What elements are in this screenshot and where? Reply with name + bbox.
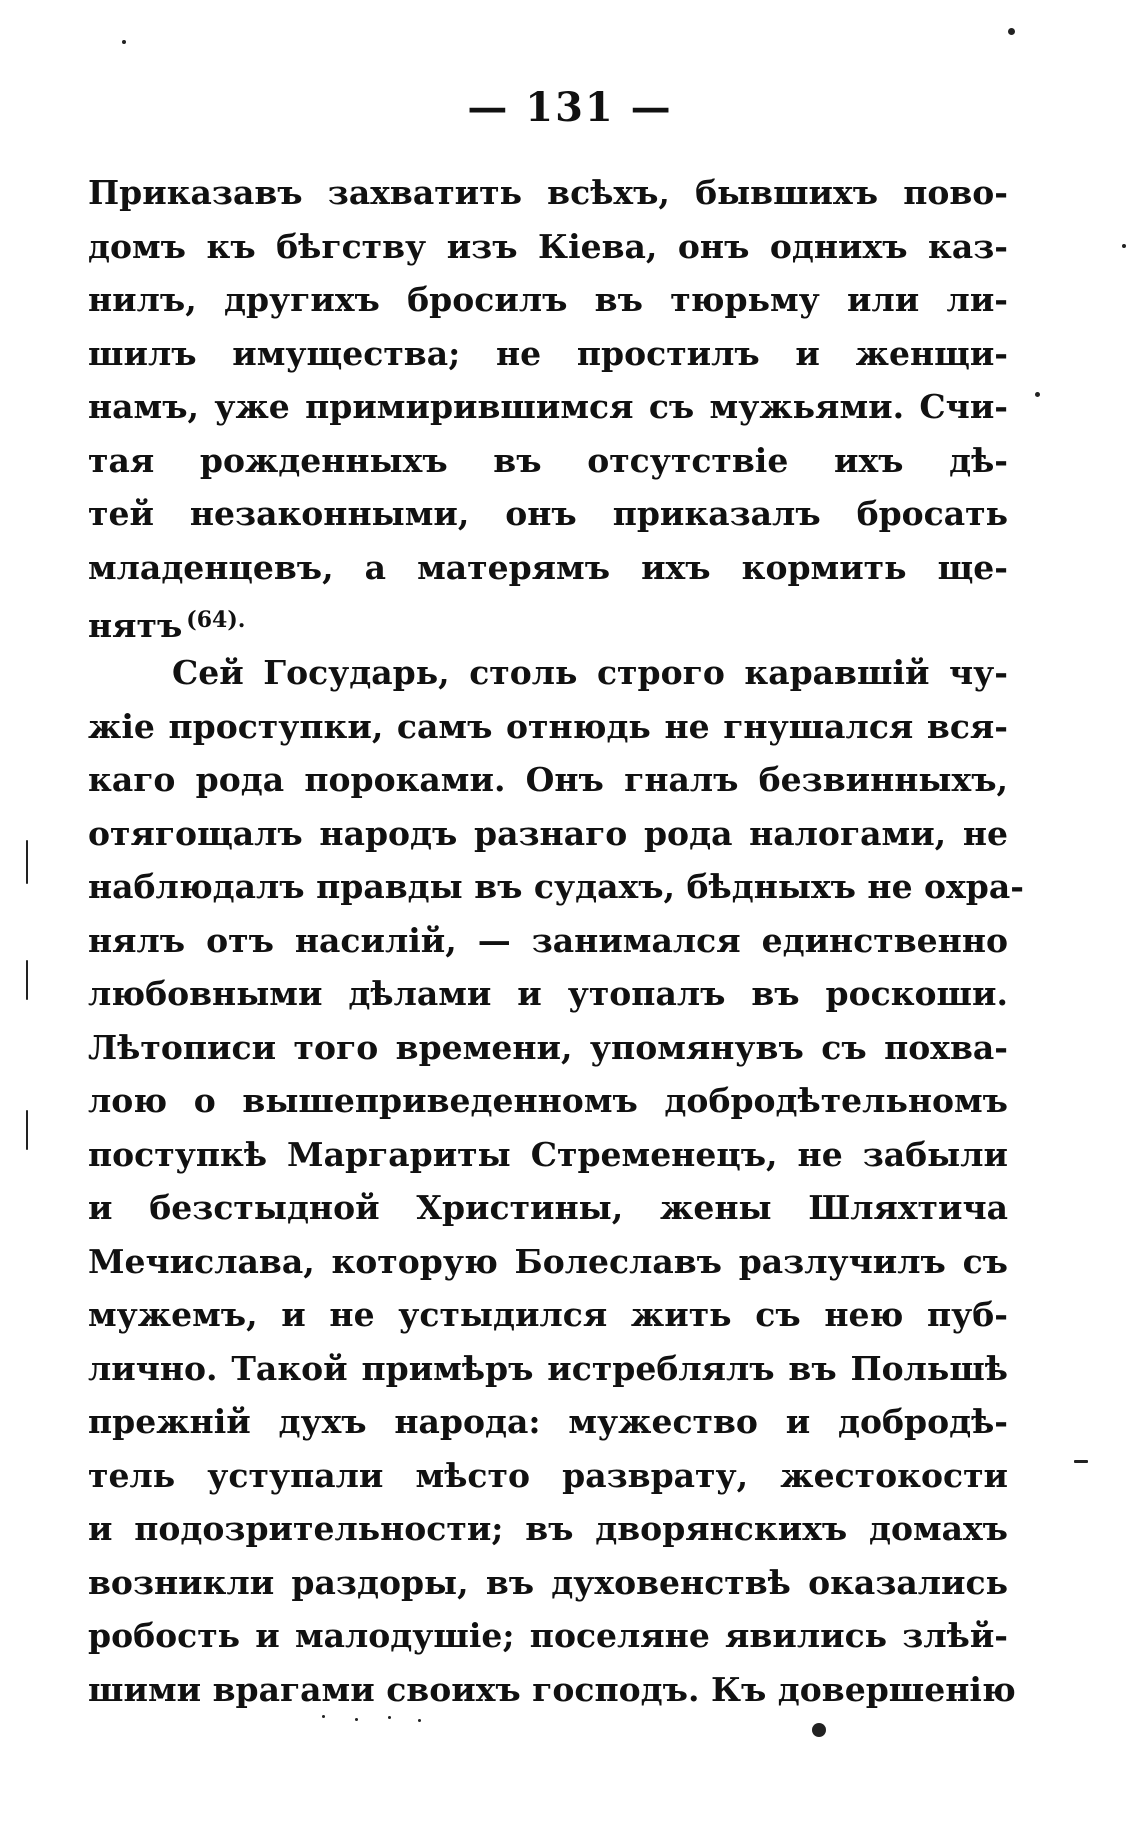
text-line-end: нятъ	[88, 606, 183, 645]
text-line: и безстыдной Христины, жены Шляхтича	[88, 1188, 1008, 1227]
text-line: Мечислава, которую Болеславъ разлучилъ съ	[88, 1241, 1008, 1281]
paragraph-2	[88, 646, 1024, 1716]
text-line: тая рожденныхъ въ отсутствіе ихъ дѣ-	[88, 440, 1008, 480]
text-line: нялъ отъ насилій, — занимался единственно	[88, 920, 1008, 960]
scan-speck	[388, 1716, 391, 1719]
text-line: и подозрительности; въ дворянскихъ домахъ	[88, 1509, 1008, 1548]
text-line: робость и малодушіе; поселяне явились злѣй-	[88, 1616, 1008, 1655]
scan-speck	[26, 1110, 28, 1150]
text-line: нилъ, другихъ бросилъ въ тюрьму или ли-	[88, 280, 1008, 319]
text-line: шими врагами своихъ господъ. Къ довершенію	[88, 1669, 1016, 1709]
scan-speck	[322, 1715, 325, 1718]
text-line: младенцевъ, а матерямъ ихъ кормить ще-	[88, 547, 1008, 587]
text-line: домъ къ бѣгству изъ Кіева, онъ однихъ каз-	[88, 226, 1008, 266]
text-line: намъ, уже примирившимся съ мужьями. Счи-	[88, 387, 1008, 426]
text-line: лою о вышеприведенномъ добродѣтельномъ	[88, 1081, 1008, 1120]
scan-speck	[26, 840, 28, 884]
text-line: лично. Такой примѣръ истреблялъ въ Польшѣ	[88, 1348, 1008, 1388]
scan-speck	[1035, 392, 1040, 397]
paragraph-1	[88, 166, 1008, 648]
text-line: мужемъ, и не устыдился жить съ нею пуб-	[88, 1295, 1008, 1334]
footnote-reference: (64).	[186, 607, 246, 633]
text-line: Лѣтописи того времени, упомянувъ съ похва-	[88, 1027, 1008, 1067]
scan-speck	[812, 1723, 826, 1737]
text-line: шилъ имущества; не простилъ и женщи-	[88, 333, 1008, 373]
text-line: поступкѣ Маргариты Стременецъ, не забыли	[88, 1134, 1008, 1174]
text-line: возникли раздоры, въ духовенствѣ оказались	[88, 1562, 1008, 1602]
text-line	[88, 594, 1008, 648]
text-line: жіе проступки, самъ отнюдь не гнушался вся-	[88, 706, 1008, 746]
text-line: наблюдалъ правды въ судахъ, бѣдныхъ не охра-	[88, 867, 1024, 906]
scan-speck	[1074, 1460, 1088, 1463]
text-line: отягощалъ народъ разнаго рода налогами, не	[88, 813, 1008, 853]
text-line: прежній духъ народа: мужество и добродѣ-	[88, 1402, 1008, 1441]
text-line: каго рода пороками. Онъ гналъ безвинныхъ,	[88, 760, 1008, 799]
scan-speck	[122, 40, 126, 44]
scan-speck	[418, 1719, 421, 1722]
scan-speck	[1122, 244, 1126, 248]
text-line: тель уступали мѣсто разврату, жестокости	[88, 1455, 1008, 1495]
scan-speck	[355, 1718, 358, 1721]
text-line: тей незаконными, онъ приказалъ бросать	[88, 494, 1008, 533]
scan-speck	[26, 960, 28, 1000]
scan-speck	[1008, 28, 1015, 35]
text-line: Сей Государь, столь строго каравшій чу-	[172, 653, 1008, 692]
text-line: Приказавъ захватить всѣхъ, бывшихъ пово-	[88, 173, 1008, 212]
page-number: — 131 —	[467, 84, 673, 131]
text-line: любовными дѣлами и утопалъ въ роскоши.	[88, 974, 1008, 1013]
